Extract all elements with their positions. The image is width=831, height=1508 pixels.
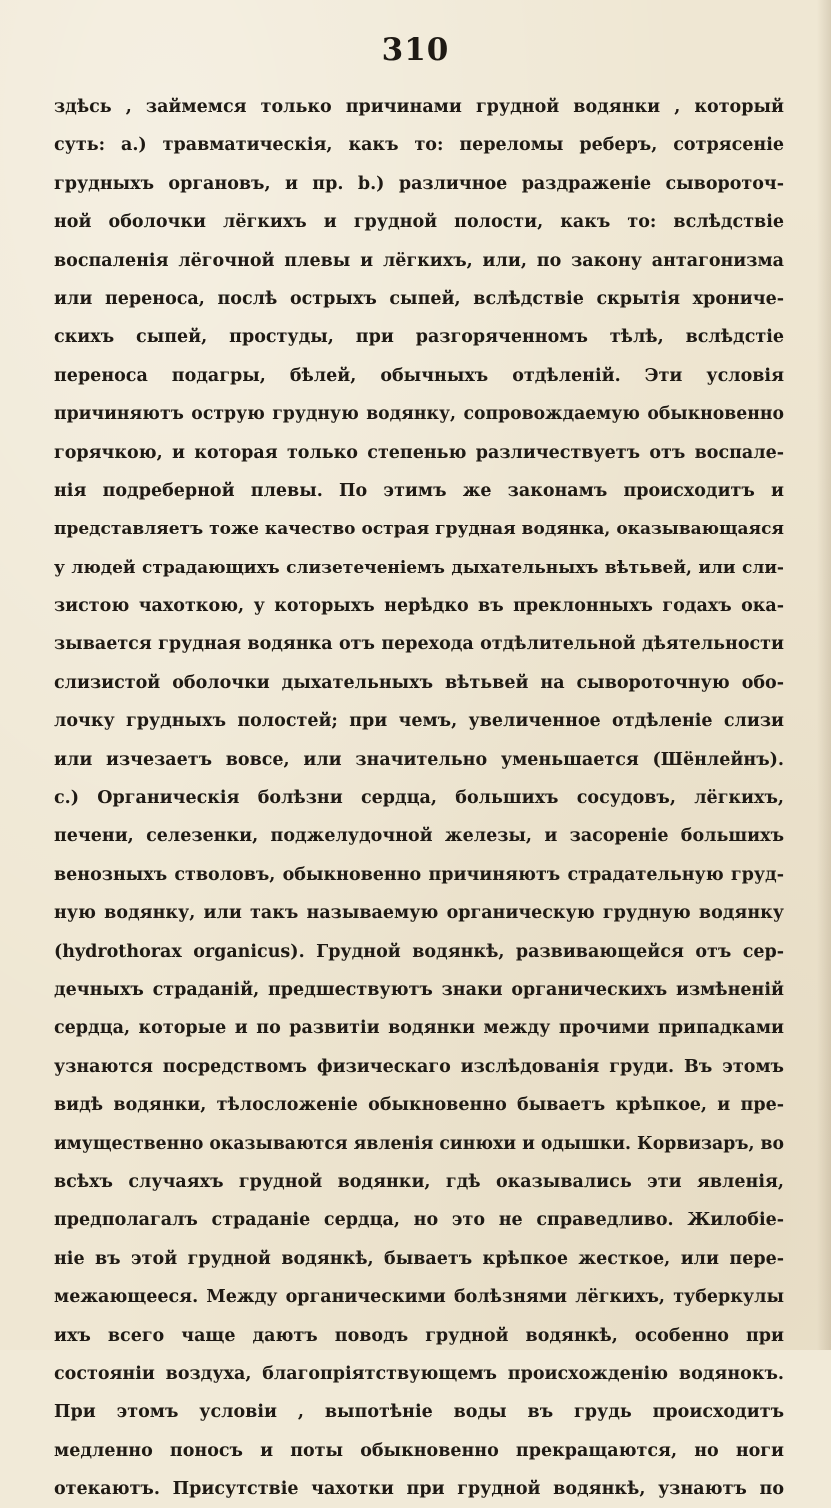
text-line: ной оболочки лёгкихъ и грудной полости, какъ то: вслѣдствіе xyxy=(54,212,784,233)
text-line: (hydrothorax organicus). Грудной водянкѣ, развивающейся отъ сер- xyxy=(54,941,784,962)
text-line: или переноса, послѣ острыхъ сыпей, вслѣдствіе скрытія хрониче- xyxy=(54,288,784,309)
text-line: воспаленія лёгочной плевы и лёгкихъ, или, по закону антагонизма xyxy=(54,250,784,271)
text-line: скихъ сыпей, простуды, при разгоряченномъ тѣлѣ, вслѣдстіе xyxy=(54,327,784,348)
text-line: представляетъ тоже качество острая грудная водянка, оказывающаяся xyxy=(54,519,784,540)
text-line: зывается грудная водянка отъ перехода отдѣлительной дѣятельности xyxy=(54,634,784,655)
text-line: причиняютъ острую грудную водянку, сопровождаемую обыкновенно xyxy=(54,404,784,425)
text-line: здѣсь , займемся только причинами грудной водянки , который xyxy=(54,97,784,117)
text-line: сердца, которые и по развитіи водянки между прочими припадками xyxy=(54,1018,784,1039)
text-line: ную водянку, или такъ называемую органическую грудную водянку xyxy=(54,903,784,924)
text-line: венозныхъ стволовъ, обыкновенно причиняютъ страдательную груд- xyxy=(54,864,784,885)
text-line: имущественно оказываются явленія синюхи и одышки. Корвизаръ, во xyxy=(54,1133,784,1154)
text-line: состояніи воздуха, благопріятствующемъ происхожденію водянокъ. xyxy=(54,1363,784,1384)
text-line: лочку грудныхъ полостей; при чемъ, увеличенное отдѣленіе слизи xyxy=(54,711,784,732)
text-line: горячкою, и которая только степенью различествуетъ отъ воспале- xyxy=(54,442,784,463)
text-line: переноса подагры, бѣлей, обычныхъ отдѣленій. Эти условія xyxy=(54,365,784,386)
text-line: дечныхъ страданій, предшествуютъ знаки органическихъ измѣненій xyxy=(54,979,784,1000)
text-line: или изчезаетъ вовсе, или значительно уменьшается (Шёнлейнъ). xyxy=(54,749,784,770)
text-line: слизистой оболочки дыхательныхъ вѣтьвей на сывороточную обо- xyxy=(54,672,784,693)
body-text xyxy=(54,88,784,1508)
text-line: узнаются посредствомъ физическаго изслѣдованія груди. Въ этомъ xyxy=(54,1056,784,1077)
text-line: предполагалъ страданіе сердца, но это не справедливо. Жилобіе- xyxy=(54,1210,784,1231)
text-line: ихъ всего чаще даютъ поводъ грудной водянкѣ, особенно при xyxy=(54,1325,784,1346)
text-line: При этомъ условіи , выпотѣніе воды въ грудь происходитъ xyxy=(54,1402,784,1423)
text-line: межающееся. Между органическими болѣзнями лёгкихъ, туберкулы xyxy=(54,1287,784,1308)
page-edge-shadow xyxy=(817,0,831,1350)
text-line: грудныхъ органовъ, и пр. b.) различное раздраженіе сывороточ- xyxy=(54,173,784,194)
text-line: печени, селезенки, поджелудочной железы, и засореніе большихъ xyxy=(54,826,784,847)
text-line: суть: а.) травматическія, какъ то: переломы реберъ, сотрясеніе xyxy=(54,135,784,156)
text-line: видѣ водянки, тѣлосложеніе обыкновенно бываетъ крѣпкое, и пре- xyxy=(54,1095,784,1116)
text-line: всѣхъ случаяхъ грудной водянки, гдѣ оказывались эти явленія, xyxy=(54,1171,784,1192)
text-line: нія подреберной плевы. По этимъ же законамъ происходитъ и xyxy=(54,480,784,501)
text-line: ніе въ этой грудной водянкѣ, бываетъ крѣпкое жесткое, или пере- xyxy=(54,1248,784,1269)
text-line: медленно поносъ и поты обыкновенно прекращаются, но ноги xyxy=(54,1440,784,1461)
text-line: зистою чахоткою, у которыхъ нерѣдко въ преклонныхъ годахъ ока- xyxy=(54,596,784,617)
page-number: 310 xyxy=(381,32,450,68)
text-line: отекаютъ. Присутствіе чахотки при грудной водянкѣ, узнаютъ по xyxy=(54,1479,784,1500)
text-line: у людей страдающихъ слизетеченіемъ дыхательныхъ вѣтьвей, или сли- xyxy=(54,557,784,578)
text-line: c.) Органическія болѣзни сердца, большихъ сосудовъ, лёгкихъ, xyxy=(54,788,784,809)
